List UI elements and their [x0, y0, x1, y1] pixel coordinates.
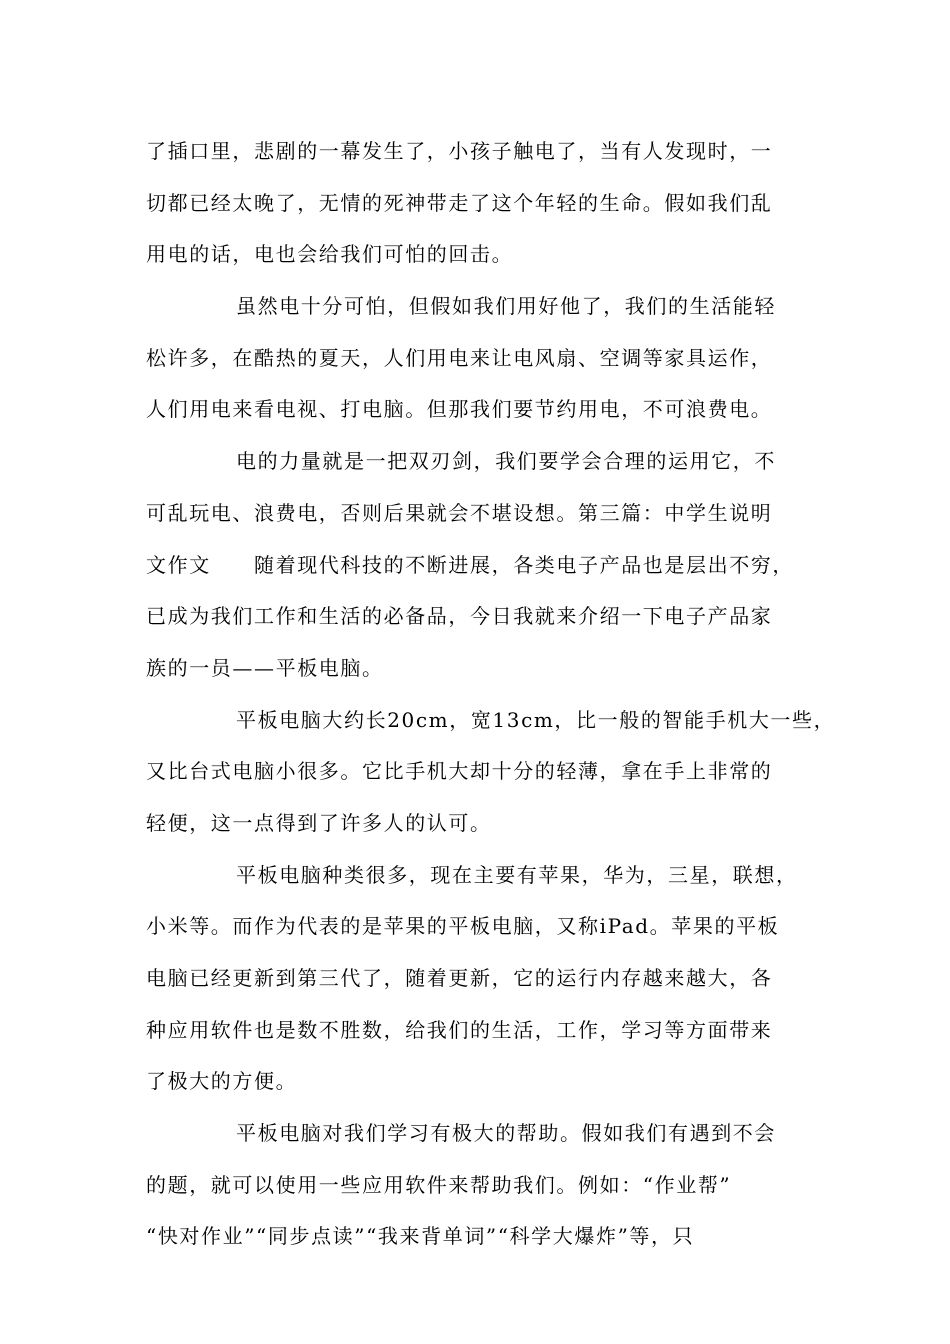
text-line: 切都已经太晚了，无情的死神带走了这个年轻的生命。假如我们乱	[146, 190, 773, 215]
paragraph-6	[146, 1108, 826, 1263]
paragraph-2	[146, 281, 826, 436]
text-line: 平板电脑种类很多，现在主要有苹果，华为，三星，联想，	[236, 862, 798, 887]
text-line: 轻便，这一点得到了许多人的认可。	[146, 810, 492, 835]
paragraph-4	[146, 695, 836, 850]
text-line: 族的一员——平板电脑。	[146, 655, 384, 680]
text-line: 已成为我们工作和生活的必备品，今日我就来介绍一下电子产品家	[146, 604, 773, 629]
text-line: 用电的话，电也会给我们可怕的回击。	[146, 242, 514, 267]
document-body	[146, 126, 836, 1263]
text-line: 人们用电来看电视、打电脑。但那我们要节约用电，不可浪费电。	[146, 397, 773, 422]
text-line: 平板电脑大约长20cm，宽13cm，比一般的智能手机大一些，	[236, 707, 836, 732]
text-line: 文作文 随着现代科技的不断进展，各类电子产品也是层出不穷，	[146, 552, 794, 577]
text-line: 的题，就可以使用一些应用软件来帮助我们。例如：“作业帮”	[146, 1172, 732, 1197]
text-line: 平板电脑对我们学习有极大的帮助。假如我们有遇到不会	[236, 1121, 776, 1146]
text-line: 电脑已经更新到第三代了，随着更新，它的运行内存越来越大，各	[146, 966, 773, 990]
text-line: 可乱玩电、浪费电，否则后果就会不堪设想。第三篇：中学生说明	[146, 500, 773, 525]
text-line: 虽然电十分可怕，但假如我们用好他了，我们的生活能轻	[236, 294, 776, 319]
text-line: 电的力量就是一把双刃剑，我们要学会合理的运用它，不	[236, 449, 776, 474]
paragraph-3	[146, 436, 826, 694]
text-line: 又比台式电脑小很多。它比手机大却十分的轻薄，拿在手上非常的	[146, 759, 773, 784]
text-line: 种应用软件也是数不胜数，给我们的生活，工作，学习等方面带来	[146, 1017, 773, 1042]
text-line: 了极大的方便。	[146, 1069, 298, 1094]
text-line: “快对作业”“同步点读”“我来背单词”“科学大爆炸”等，只	[146, 1224, 695, 1249]
paragraph-5	[146, 850, 826, 1108]
paragraph-1	[146, 126, 826, 281]
text-line: 松许多，在酷热的夏天，人们用电来让电风扇、空调等家具运作，	[146, 345, 773, 370]
text-line: 小米等。而作为代表的是苹果的平板电脑，又称iPad。苹果的平板	[146, 914, 780, 939]
text-line: 了插口里，悲剧的一幕发生了，小孩子触电了，当有人发现时，一	[146, 139, 773, 163]
